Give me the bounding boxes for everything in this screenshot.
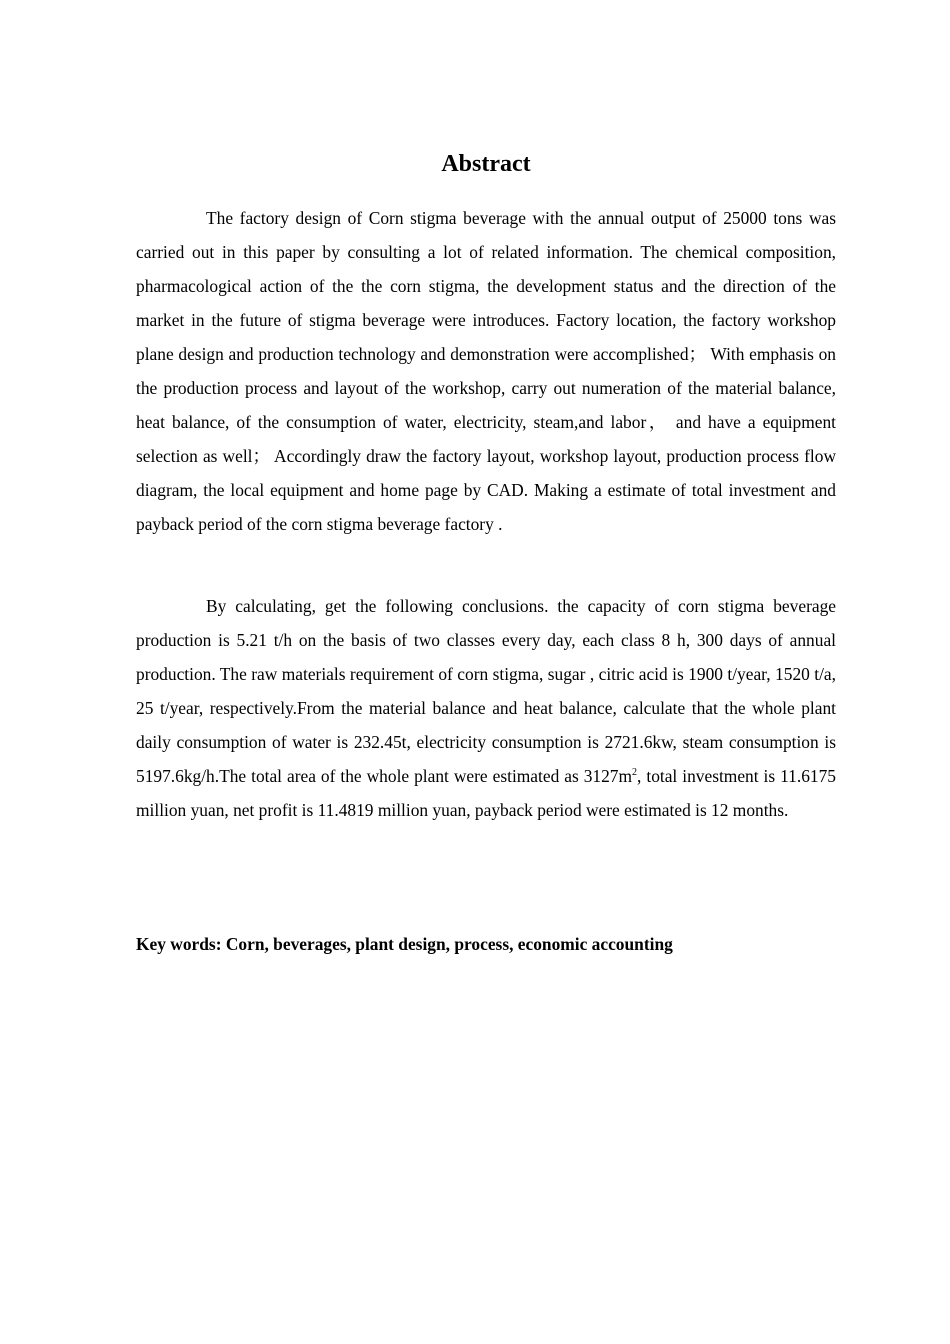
abstract-paragraph-1: The factory design of Corn stigma beverage with the annual output of 25000 tons was carried out in this paper by consulting a lot of related information. The chemical composition, pharmacological action of the the corn stigma, the development status and the direction of the market in the future of stigma beverage were introduces. Factory location, the factory workshop plane design and production technology and demonstration were accomplished； With emphasis on the production process and layout of the workshop, carry out numeration of the material balance, heat balance, of the consumption of water, electricity, steam,and labor， and have a equipment selection as well； Accordingly draw the factory layout, workshop layout, production process flow diagram, the local equipment and home page by CAD. Making a estimate of total investment and payback period of the corn stigma beverage factory . bbox=[136, 208, 836, 534]
keywords-line: Key words: Corn, beverages, plant design, process, economic accounting bbox=[136, 934, 673, 954]
abstract-paragraph-2 bbox=[136, 589, 836, 827]
paragraph-2-text: By calculating, get the following conclusions. the capacity of corn stigma beverage production is 5.21 t/h on the basis of two classes every day, each class 8 h, 300 days of annual production. The raw materials requirement of corn stigma, sugar , citric acid is 1900 t/year, 1520 t/a, 25 t/year, respectively.From the material balance and heat balance, calculate that the whole plant daily consumption of water is 232.45t, electricity consumption is 2721.6kw, steam consumption is 5197.6kg/h.The total area of the whole plant were estimated as 3127m bbox=[136, 596, 836, 786]
abstract-title: Abstract bbox=[441, 151, 531, 177]
paragraph-2-text-end: , total investment is 11.6175 million yuan, net profit is 11.4819 million yuan, payback period were estimated is 12 months. bbox=[136, 766, 836, 820]
area-unit-superscript: 2 bbox=[632, 767, 638, 778]
